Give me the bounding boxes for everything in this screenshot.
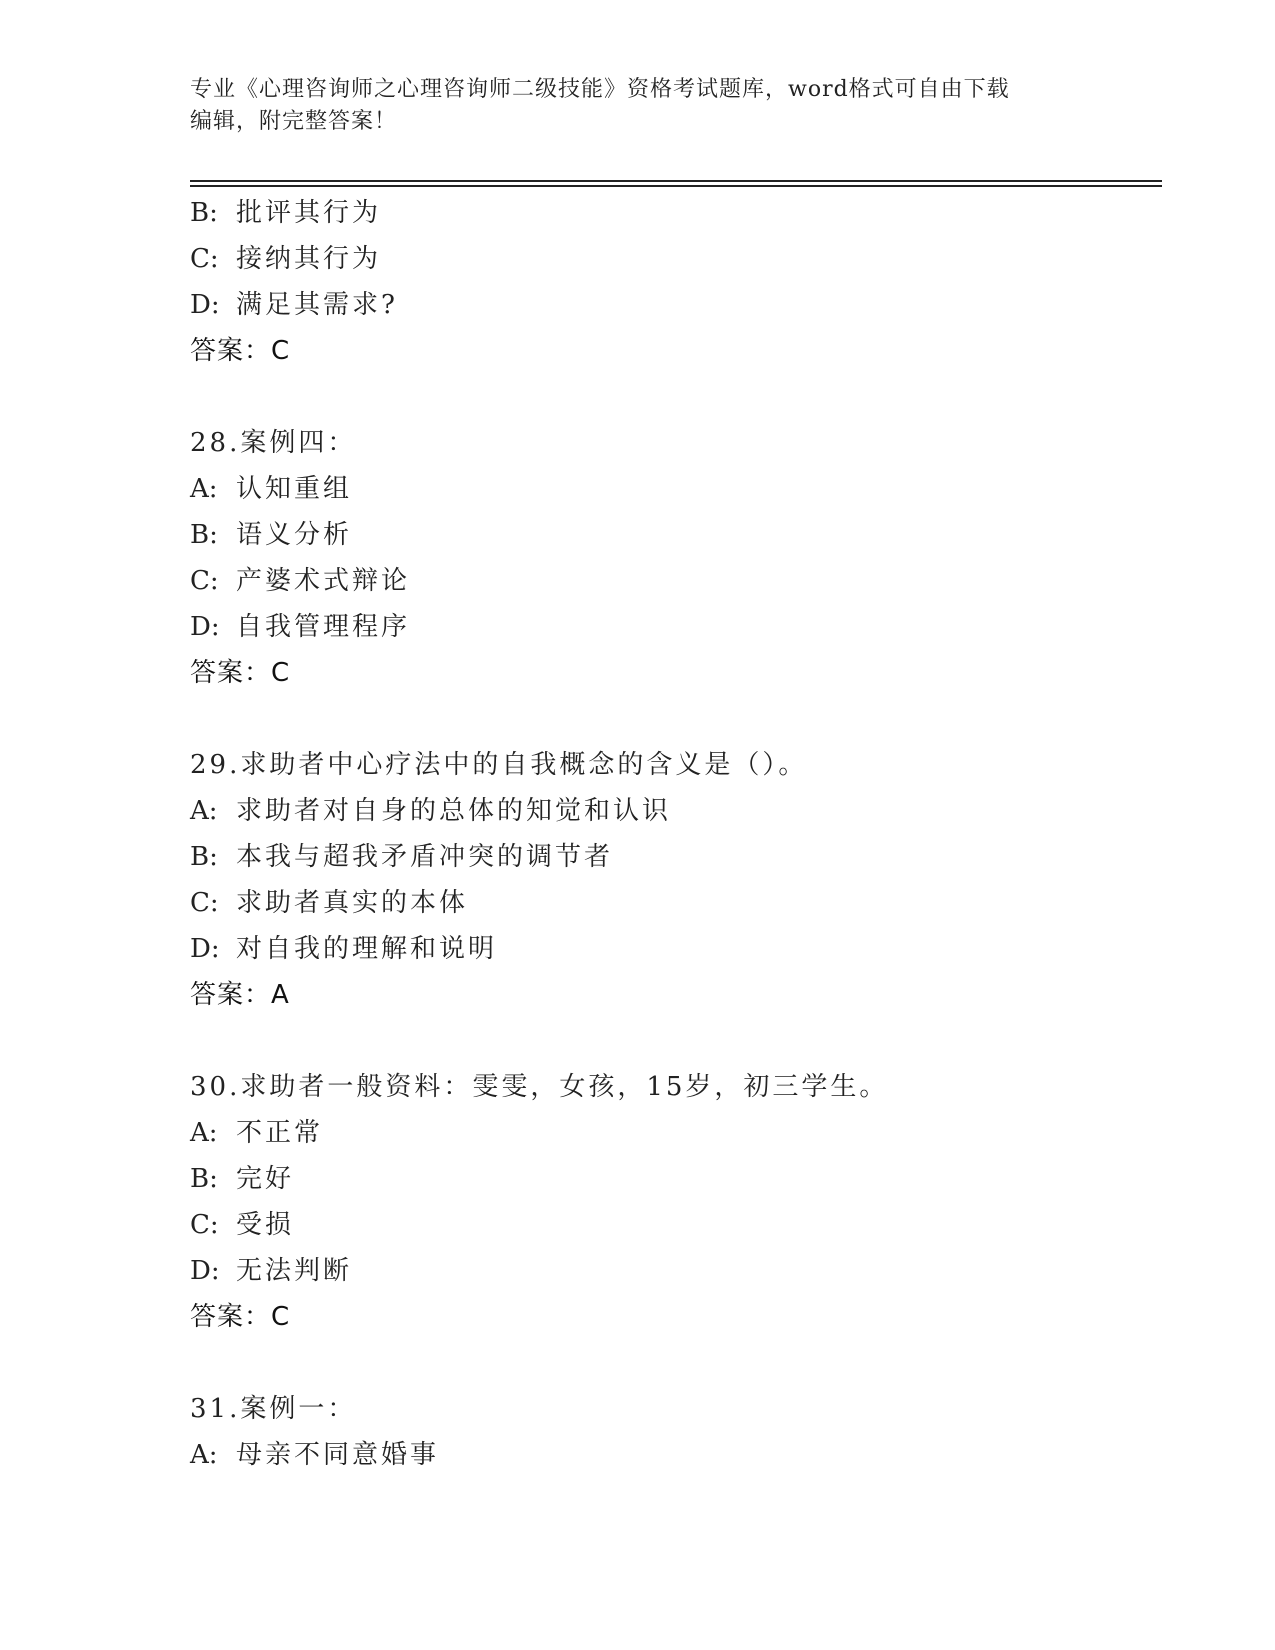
option-a	[190, 1110, 1162, 1156]
option-letter: D:	[190, 290, 220, 320]
option-letter: A:	[190, 1440, 218, 1470]
spacer	[190, 1018, 1162, 1064]
option-letter: C:	[190, 244, 219, 274]
option-a	[190, 466, 1162, 512]
spacer	[190, 1340, 1162, 1386]
option-text: 自我管理程序	[236, 612, 411, 642]
option-text: 本我与超我矛盾冲突的调节者	[236, 842, 614, 872]
document-header	[190, 74, 1090, 138]
option-text: 批评其行为	[236, 198, 382, 228]
option-text: 语义分析	[236, 520, 353, 550]
option-b	[190, 190, 1162, 236]
question-block-31	[190, 1386, 1162, 1478]
option-d	[190, 926, 1162, 972]
option-letter: D:	[190, 1256, 220, 1286]
option-b	[190, 834, 1162, 880]
option-text: 母亲不同意婚事	[236, 1440, 440, 1470]
option-text: 不正常	[236, 1118, 324, 1148]
question-title: 29.求助者中心疗法中的自我概念的含义是（）。	[190, 750, 808, 780]
option-c	[190, 558, 1162, 604]
option-letter: D:	[190, 934, 220, 964]
question-block-28	[190, 420, 1162, 696]
option-text: 接纳其行为	[236, 244, 382, 274]
answer-line: 答案：C	[190, 658, 291, 688]
header-line-1: 专业《心理咨询师之心理咨询师二级技能》资格考试题库，word格式可自由下载	[190, 77, 1010, 102]
option-letter: A:	[190, 796, 218, 826]
option-letter: A:	[190, 474, 218, 504]
answer-line: 答案：C	[190, 1302, 291, 1332]
header-divider-bottom	[190, 185, 1162, 187]
answer-line: 答案：A	[190, 980, 290, 1010]
question-block-29	[190, 742, 1162, 1018]
answer-line: 答案：C	[190, 336, 291, 366]
option-text: 产婆术式辩论	[236, 566, 411, 596]
option-text: 完好	[236, 1164, 295, 1194]
option-letter: C:	[190, 566, 219, 596]
question-block-partial	[190, 190, 1162, 374]
option-c	[190, 880, 1162, 926]
header-divider-top	[190, 180, 1162, 182]
header-line-2: 编辑，附完整答案！	[190, 109, 398, 134]
spacer	[190, 696, 1162, 742]
option-text: 对自我的理解和说明	[236, 934, 498, 964]
option-letter: B:	[190, 198, 218, 228]
option-letter: C:	[190, 1210, 219, 1240]
option-d	[190, 1248, 1162, 1294]
option-a	[190, 1432, 1162, 1478]
option-letter: B:	[190, 520, 218, 550]
question-title: 31.案例一：	[190, 1394, 357, 1424]
option-text: 认知重组	[236, 474, 353, 504]
option-text: 满足其需求?	[236, 290, 398, 320]
option-letter: B:	[190, 842, 218, 872]
question-title: 30.求助者一般资料：雯雯，女孩，15岁，初三学生。	[190, 1072, 889, 1102]
question-list	[190, 190, 1162, 1478]
option-c	[190, 1202, 1162, 1248]
option-text: 受损	[236, 1210, 295, 1240]
option-text: 求助者对自身的总体的知觉和认识	[236, 796, 672, 826]
question-block-30	[190, 1064, 1162, 1340]
option-c	[190, 236, 1162, 282]
option-d	[190, 604, 1162, 650]
option-d	[190, 282, 1162, 328]
option-letter: C:	[190, 888, 219, 918]
question-title: 28.案例四：	[190, 428, 357, 458]
option-text: 无法判断	[236, 1256, 353, 1286]
option-text: 求助者真实的本体	[236, 888, 469, 918]
option-letter: D:	[190, 612, 220, 642]
option-b	[190, 1156, 1162, 1202]
option-b	[190, 512, 1162, 558]
option-letter: B:	[190, 1164, 218, 1194]
spacer	[190, 374, 1162, 420]
option-a	[190, 788, 1162, 834]
option-letter: A:	[190, 1118, 218, 1148]
